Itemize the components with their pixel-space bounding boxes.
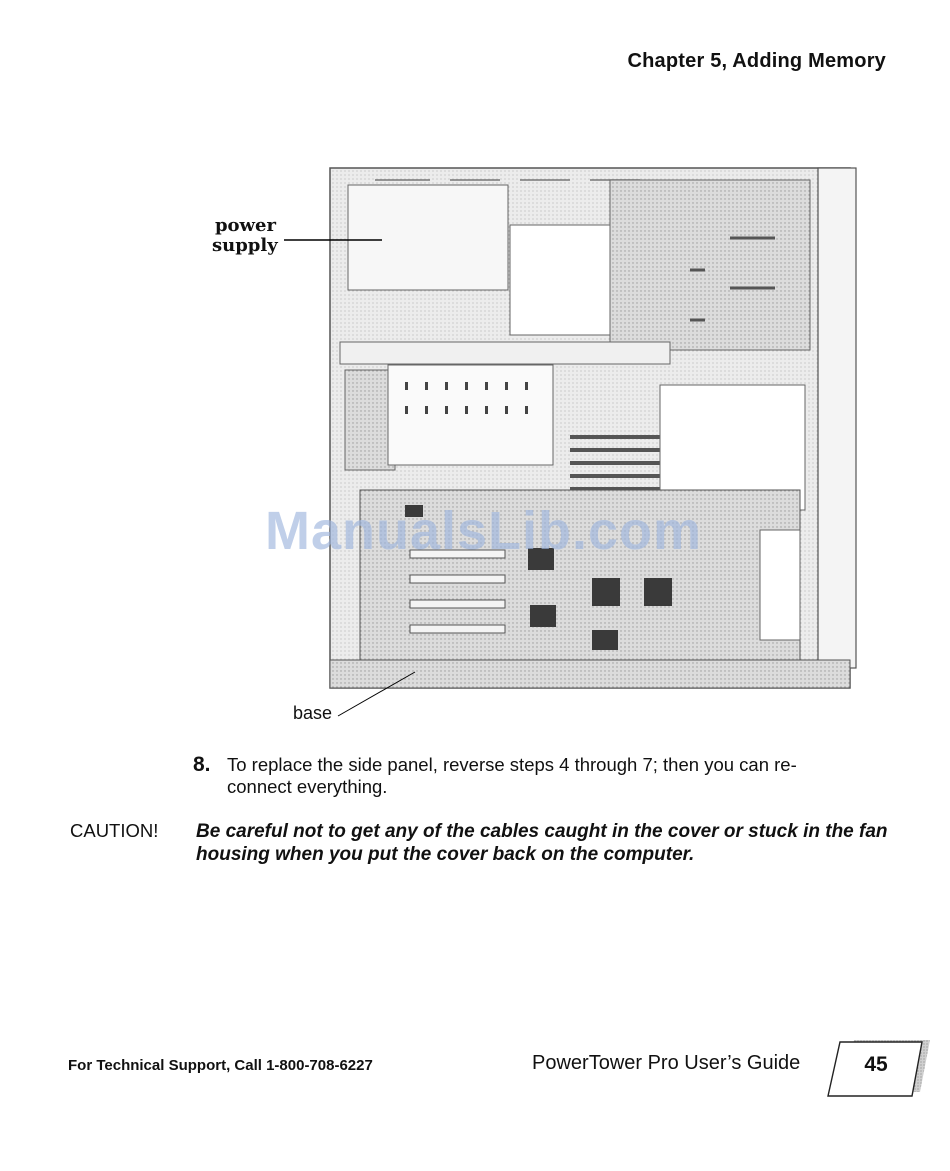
page-number: 45 [864,1053,888,1076]
drive-bay-top [510,225,620,335]
step-8 [193,754,853,798]
chassis-base [330,660,850,688]
power-supply-unit [348,185,508,290]
step-text: To replace the side panel, reverse steps 4 through 7; then you can re-connect everything. [227,754,797,797]
computer-interior-illustration [200,150,880,730]
power-supply-label [212,216,276,256]
power-supply-label-line1: power [214,215,276,236]
chapter-header: Chapter 5, Adding Memory [627,50,886,72]
base-label: base [293,703,333,723]
step-number: 8. [193,753,211,776]
watermark: ManualsLib.com [265,501,703,561]
chassis-front-panel [818,168,856,668]
caution-label: CAUTION! [70,820,159,841]
guide-title: PowerTower Pro User’s Guide [532,1052,801,1074]
caution-text: Be careful not to get any of the cables caught in the cover or stuck in the fan housing when you put the cover back on the computer. [196,821,888,865]
support-footer: For Technical Support, Call 1-800-708-6227 [68,1057,373,1074]
motherboard-white-block [760,530,800,640]
memory-module-area [388,365,553,465]
drive-cage [610,180,810,350]
power-supply-label-line2: supply [212,235,278,256]
chassis-crossbar [340,342,670,364]
